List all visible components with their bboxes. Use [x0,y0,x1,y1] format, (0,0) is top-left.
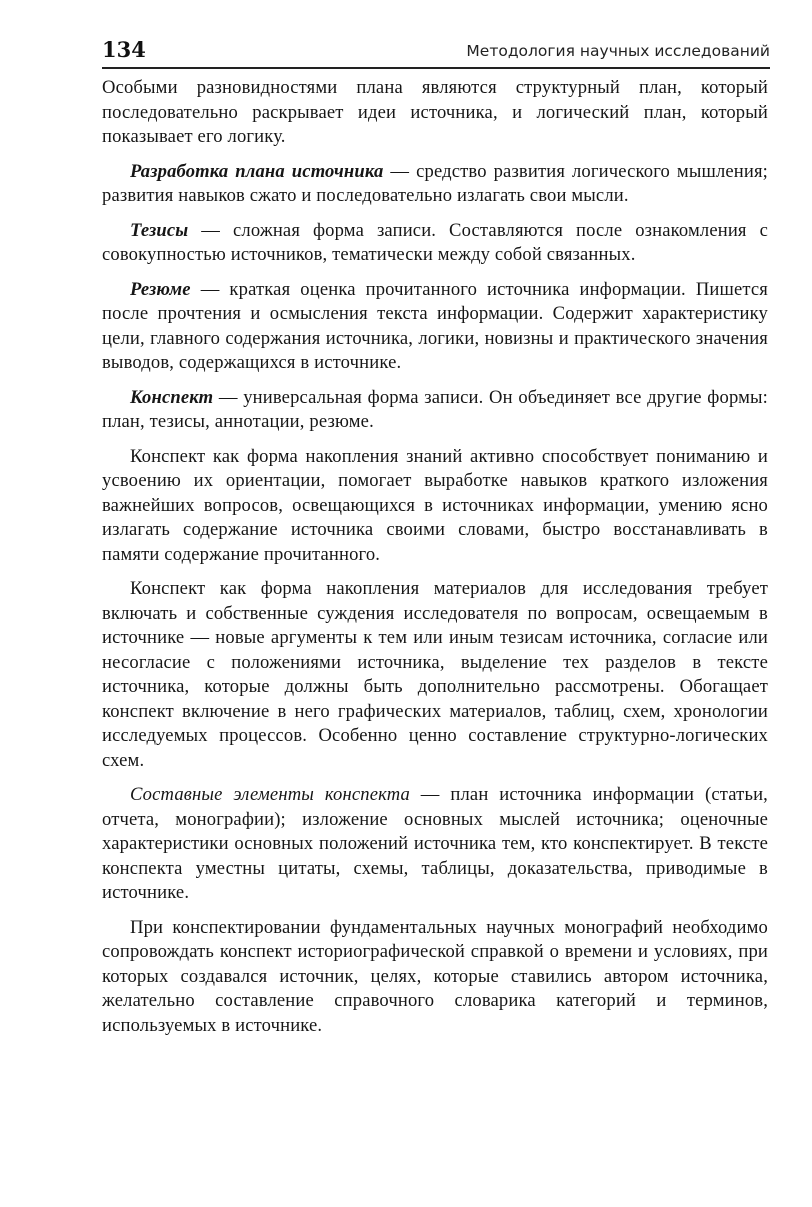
paragraph-monographs [102,916,768,1039]
paragraph-plan-types [102,76,768,150]
header-rule [102,67,770,69]
paragraph-materials-accumulation [102,577,768,773]
paragraph-theses [102,219,768,268]
paragraph-text: — универсальная форма записи. Он объединяет все другие формы: план, тезисы, аннотации, резюме. [102,386,768,432]
paragraph-text: — средство развития логического мышления; развития навыков сжато и последовательно излагать свои мысли. [102,160,768,206]
paragraph-text: Конспект как форма накопления материалов для исследования требует включать и собственные суждения исследователя по вопросам, освещаемым в источнике — новые аргументы к тем или иным тезисам источника, согласие или несогласие с положениями источника, выделение тех разделов в тексте источника, которые должны быть дополнительно рассмотрены. Обогащает конспект включение в него графических материалов, таблиц, схем, хронологии исследуемых процессов. Особенно ценно составление структурно-логических схем. [102,578,768,771]
paragraph-text: Конспект как форма накопления знаний активно способствует пониманию и усвоению их ориентации, помогает выработке навыков краткого изложения важнейших вопросов, освещающихся в источниках информации, умению ясно излагать содержание источника своими словами, быстро восстанавливать в памяти содержание прочитанного. [102,445,768,565]
paragraph-knowledge-accumulation [102,445,768,568]
page-number: 134 [102,37,146,62]
paragraph-text: Особыми разновидностями плана являются структурный план, который последовательно раскрывает идеи источника, и логический план, который показывает его логику. [102,77,768,147]
term-plan-development: Разработка плана источника [130,160,384,182]
paragraph-resume [102,278,768,376]
term-theses: Тезисы [130,219,189,241]
paragraph-text: — план источника информации (статьи, отчета, монографии); изложение основных мыслей источника; оценочные характеристики основных положений источника тем, кто конспектирует. В тексте конспекта уместны цитаты, схемы, таблицы, доказательства, приводимые в источнике. [102,784,768,903]
paragraph-plan-development [102,160,768,209]
paragraph-text: — краткая оценка прочитанного источника информации. Пишется после прочтения и осмысления текста информации. Содержит характеристику цели, главного содержания источника, логики, новизны и практического значения выводов, содержащихся в источнике. [102,278,768,373]
paragraph-text: — сложная форма записи. Составляются после ознакомления с совокупностью источников, тематически между собой связанных. [102,219,768,265]
paragraph-konspekt [102,386,768,435]
running-title: Методология научных исследований [466,42,770,60]
term-resume: Резюме [130,278,191,300]
body-text [102,76,768,1048]
term-konspekt: Конспект [130,386,214,408]
term-konspekt-elements: Составные элементы конспекта [130,784,410,805]
paragraph-konspekt-elements [102,783,768,906]
paragraph-text: При конспектировании фундаментальных научных монографий необходимо сопровождать конспект историографической справкой о времени и условиях, при которых создавался источник, целях, которые ставились автором источника, желательно составление справочного словарика категорий и терминов, используемых в источнике. [102,916,768,1036]
page-header [102,38,770,68]
